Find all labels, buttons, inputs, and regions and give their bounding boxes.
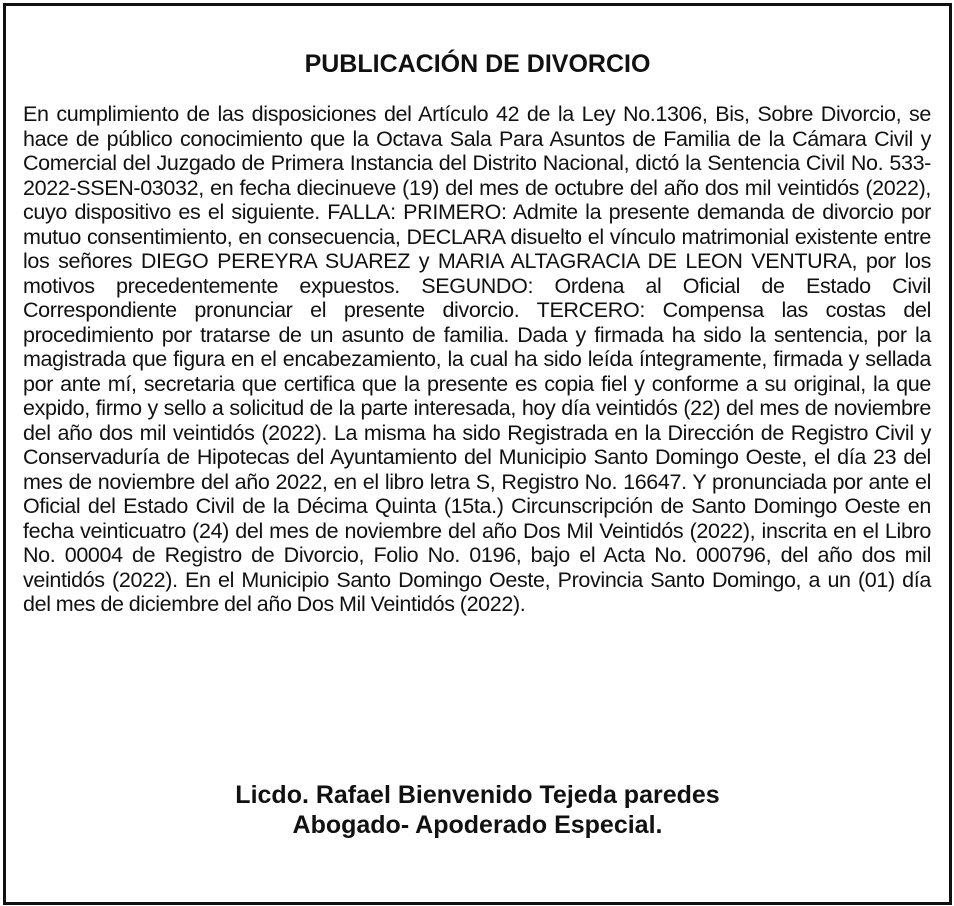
notice-title: PUBLICACIÓN DE DIVORCIO	[304, 50, 651, 78]
signature-name: Licdo. Rafael Bienvenido Tejeda paredes	[235, 781, 720, 809]
signature-role: Abogado- Apoderado Especial.	[292, 811, 663, 839]
signature-block	[6, 780, 949, 840]
notice-body: En cumplimiento de las disposiciones del Artículo 42 de la Ley No.1306, Bis, Sobre Divorcio, se hace de público conocimiento que la Octava Sala Para Asuntos de Familia de la Cámara Civil y Comercial del Juzgado de Primera Instancia del Distrito Nacional, dictó la Sentencia Civil No. 533-2022-SSEN-03032, en fecha diecinueve (19) del mes de octubre del año dos mil veintidós (2022), cuyo dispositivo es el siguiente. FALLA: PRIMERO: Admite la presente demanda de divorcio por mutuo consentimiento, en consecuencia, DECLARA disuelto el vínculo matrimonial existente entre los señores DIEGO PEREYRA SUAREZ y MARIA ALTAGRACIA DE LEON VENTURA, por los motivos precedentemente expuestos. SEGUNDO: Ordena al Oficial de Estado Civil Correspondiente pronunciar el presente divorcio. TERCERO: Compensa las costas del procedimiento por tratarse de un asunto de familia. Dada y firmada ha sido la sentencia, por la magistrada que figura en el encabezamiento, la cual ha sido leída íntegramente, firmada y sellada por ante mí, secretaria que certifica que la presente es copia fiel y conforme a su original, la que expido, firmo y sello a solicitud de la parte interesada, hoy día veintidós (22) del mes de noviembre del año dos mil veintidós (2022). La misma ha sido Registrada en la Dirección de Registro Civil y Conservaduría de Hipotecas del Ayuntamiento del Municipio Santo Domingo Oeste, el día 23 del mes de noviembre del año 2022, en el libro letra S, Registro No. 16647. Y pronunciada por ante el Oficial del Estado Civil de la Décima Quinta (15ta.) Circunscripción de Santo Domingo Oeste en fecha veinticuatro (24) del mes de noviembre del año Dos Mil Veintidós (2022), inscrita en el Libro No. 00004 de Registro de Divorcio, Folio No. 0196, bajo el Acta No. 000796, del año dos mil veintidós (2022). En el Municipio Santo Domingo Oeste, Provincia Santo Domingo, a un (01) día del mes de diciembre del año Dos Mil Veintidós (2022).	[23, 102, 931, 616]
notice-frame	[3, 3, 952, 905]
